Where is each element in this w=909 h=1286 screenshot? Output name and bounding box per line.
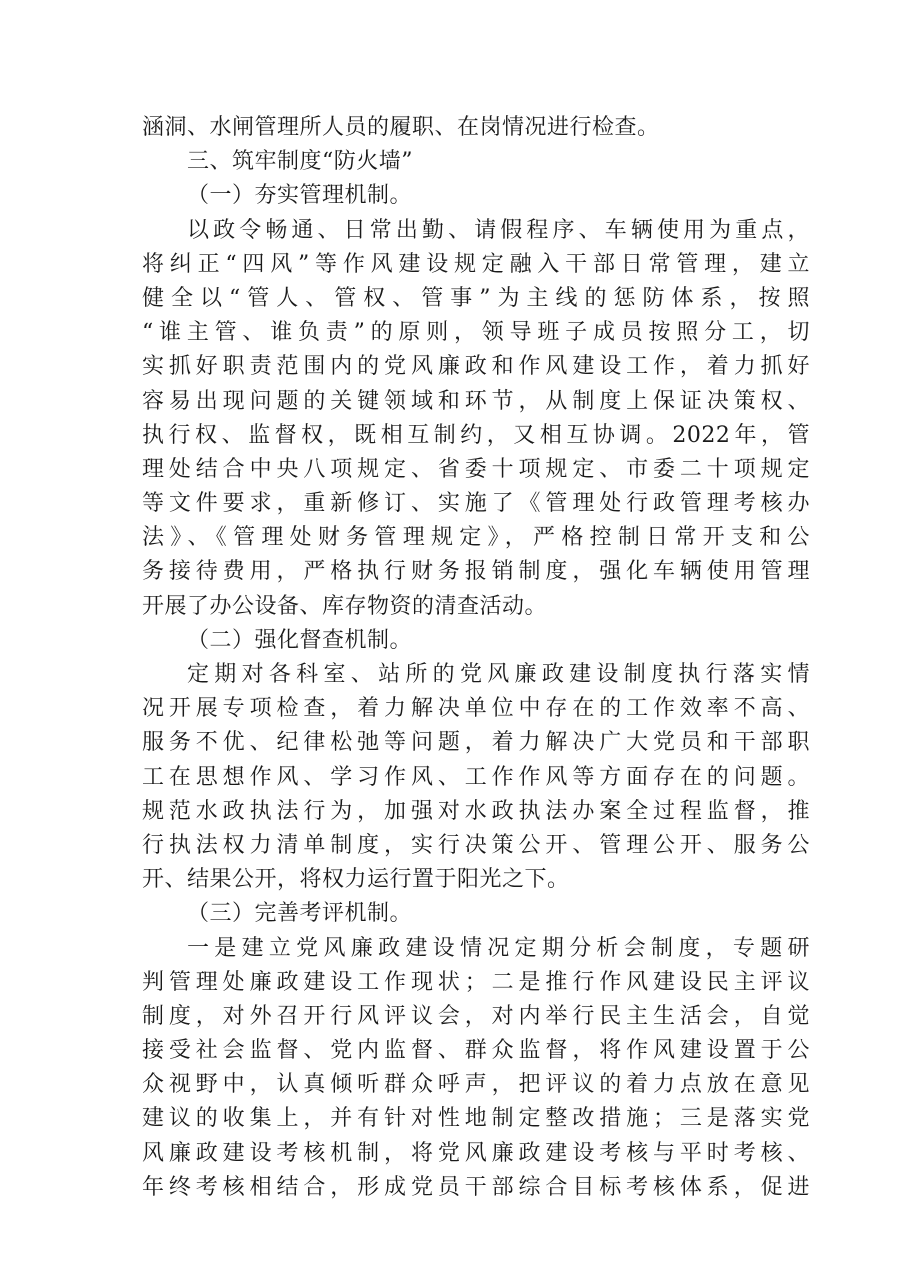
text-line: 健全以“管人、管权、管事”为主线的惩防体系，按照 — [142, 285, 810, 311]
text-line: 理处结合中央八项规定、省委十项规定、市委二十项规定 — [142, 456, 810, 482]
text-line: 一是建立党风廉政建设情况定期分析会制度，专题研 — [187, 935, 810, 961]
text-line: 建议的收集上，并有针对性地制定整改措施；三是落实党 — [142, 1106, 810, 1132]
text-line: 执行权、监督权，既相互制约，又相互协调。2022年，管 — [142, 422, 810, 448]
text-line: 工在思想作风、学习作风、工作作风等方面存在的问题。 — [142, 764, 810, 790]
section-heading: （二）强化督查机制。 — [187, 627, 413, 653]
text-line: 风廉政建设考核机制，将党风廉政建设考核与平时考核、 — [142, 1140, 810, 1166]
text-line: 行执法权力清单制度，实行决策公开、管理公开、服务公 — [142, 832, 810, 858]
text-line: 将纠正“四风”等作风建设规定融入干部日常管理，建立 — [142, 251, 810, 277]
text-line: 开展了办公设备、库存物资的清查活动。 — [142, 593, 548, 619]
text-line: 实抓好职责范围内的党风廉政和作风建设工作，着力抓好 — [142, 354, 810, 380]
text-line: 等文件要求，重新修订、实施了《管理处行政管理考核办 — [142, 491, 810, 517]
text-line: 况开展专项检查，着力解决单位中存在的工作效率不高、 — [142, 696, 810, 722]
text-line: 众视野中，认真倾听群众呼声，把评议的着力点放在意见 — [142, 1072, 810, 1098]
text-line: 规范水政执法行为，加强对水政执法办案全过程监督，推 — [142, 798, 810, 824]
text-line: 接受社会监督、党内监督、群众监督，将作风建设置于公 — [142, 1038, 810, 1064]
text-line: 开、结果公开，将权力运行置于阳光之下。 — [142, 867, 570, 893]
text-line: “谁主管、谁负责”的原则，领导班子成员按照分工，切 — [142, 320, 810, 346]
text-line: 以政令畅通、日常出勤、请假程序、车辆使用为重点， — [187, 217, 810, 243]
text-line: 定期对各科室、站所的党风廉政建设制度执行落实情 — [187, 662, 810, 687]
text-line: 涵洞、水闸管理所人员的履职、在岗情况进行检查。 — [142, 115, 660, 140]
document-page — [142, 111, 810, 1205]
text-line: 年终考核相结合，形成党员干部综合目标考核体系，促进 — [142, 1174, 810, 1200]
section-heading: （三）完善考评机制。 — [187, 901, 413, 927]
section-heading: 三、筑牢制度“防火墙” — [187, 149, 413, 175]
text-line: 判管理处廉政建设工作现状；二是推行作风建设民主评议 — [142, 969, 810, 995]
text-line: 服务不优、纪律松弛等问题，着力解决广大党员和干部职 — [142, 730, 810, 756]
section-heading: （一）夯实管理机制。 — [187, 183, 413, 209]
text-line: 法》、《管理处财务管理规定》，严格控制日常开支和公 — [142, 525, 810, 551]
text-line: 制度，对外召开行风评议会，对内举行民主生活会，自觉 — [142, 1003, 810, 1029]
text-line: 务接待费用，严格执行财务报销制度，强化车辆使用管理 — [142, 559, 810, 585]
text-line: 容易出现问题的关键领域和环节，从制度上保证决策权、 — [142, 388, 810, 414]
